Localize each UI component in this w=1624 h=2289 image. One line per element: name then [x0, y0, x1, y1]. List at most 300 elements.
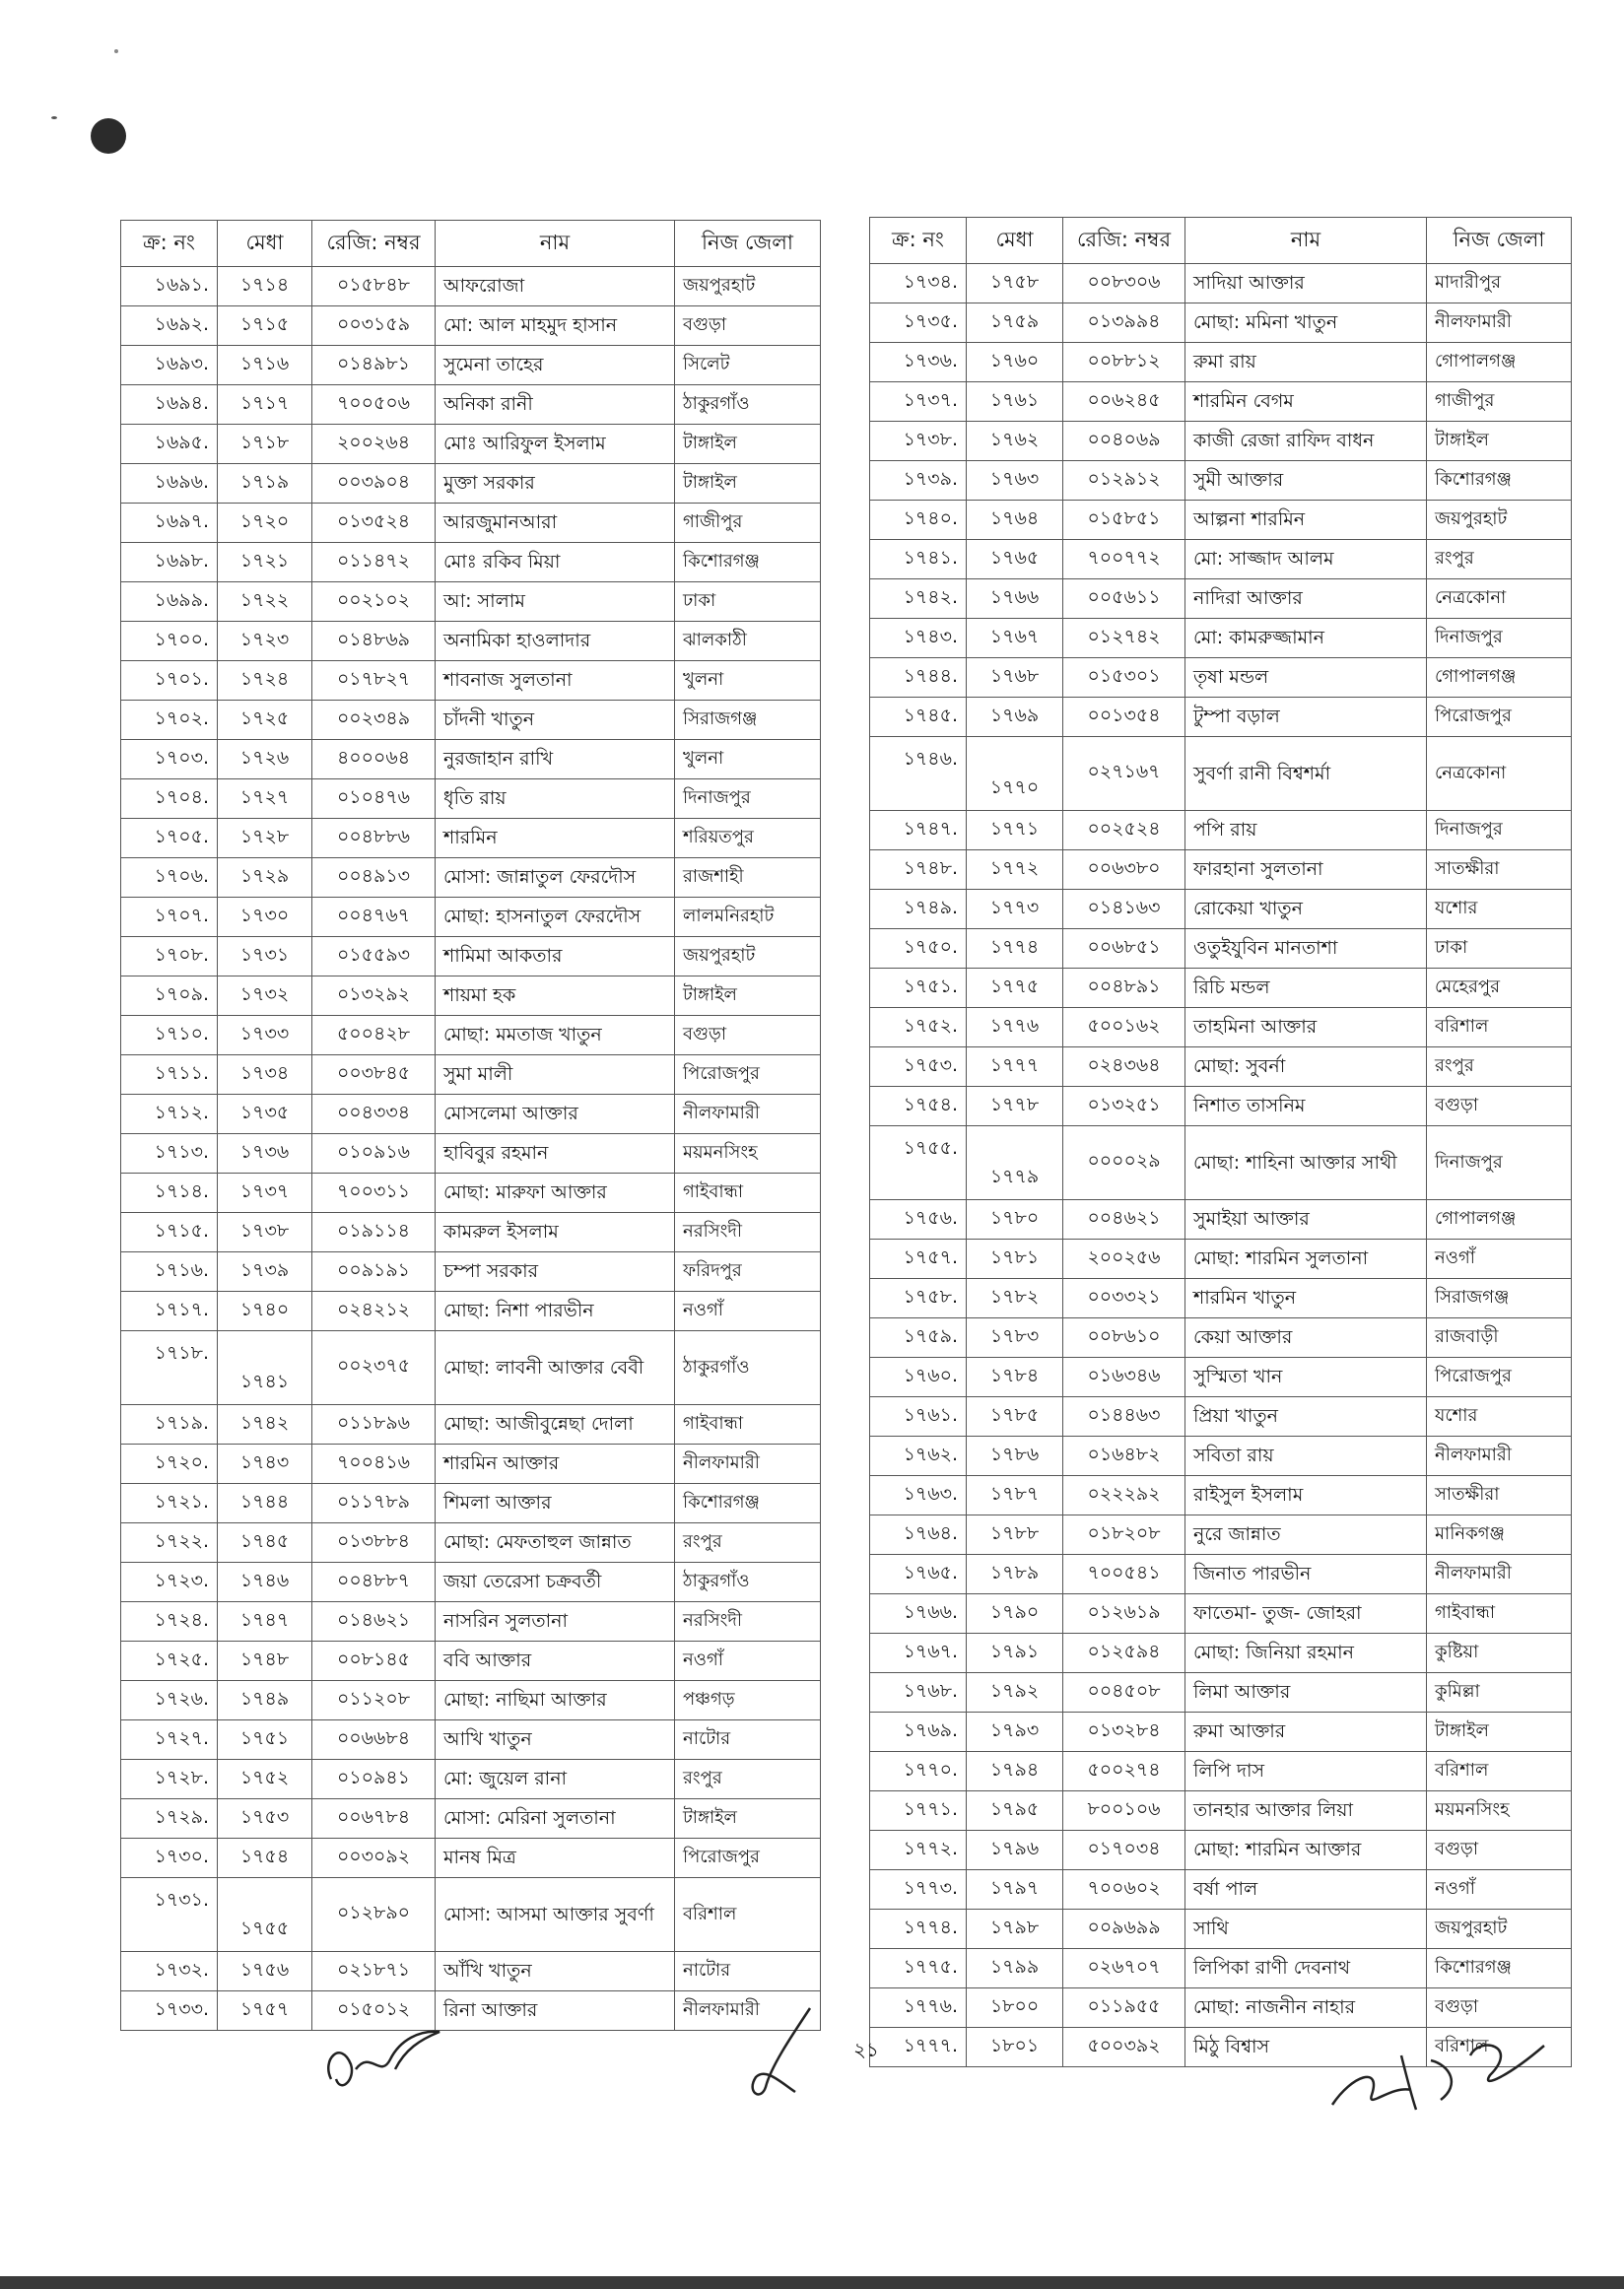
reg-number-cell: ০১৪৪৬৩ [1063, 1397, 1185, 1437]
serial-cell: ১৭৭০. [870, 1752, 967, 1791]
reg-number-cell: ০০৩৮৪৫ [312, 1055, 436, 1095]
serial-cell: ১৭২৮. [121, 1760, 218, 1799]
serial-cell: ১৭০৯. [121, 976, 218, 1016]
reg-number-cell: ০১৩২৫১ [1063, 1087, 1185, 1126]
reg-number-cell: ০২৪২১২ [312, 1292, 436, 1331]
name-cell: মোছা: হাসনাতুল ফেরদৌস [436, 898, 675, 937]
district-cell: নরসিংদী [675, 1602, 821, 1642]
merit-cell: ১৭১৬ [218, 346, 312, 385]
district-cell: বগুড়া [675, 306, 821, 346]
serial-cell: ১৭৭৫. [870, 1949, 967, 1988]
table-row [870, 579, 1572, 619]
table-row [870, 382, 1572, 422]
table-row [870, 1126, 1572, 1200]
name-cell: মোসা: আসমা আক্তার সুবর্ণা [436, 1878, 675, 1952]
reg-number-cell: ২০০২৬৪ [312, 425, 436, 464]
reg-number-cell: ০১১৭৮৯ [312, 1484, 436, 1523]
name-cell: মোছা: মমিনা খাতুন [1185, 303, 1427, 343]
serial-cell: ১৭১৯. [121, 1405, 218, 1445]
table-row [121, 1523, 821, 1563]
table-row [121, 1720, 821, 1760]
table-row [121, 543, 821, 582]
name-cell: মোছা: শারমিন আক্তার [1185, 1831, 1427, 1870]
name-cell: মোসা: জান্নাতুল ফেরদৌস [436, 858, 675, 898]
serial-cell: ১৭৫৯. [870, 1318, 967, 1358]
table-row [870, 540, 1572, 579]
district-cell: লালমনিরহাট [675, 898, 821, 937]
merit-cell: ১৭৩১ [218, 937, 312, 976]
reg-number-cell: ৫০০৩৯২ [1063, 2028, 1185, 2067]
district-cell: নরসিংদী [675, 1213, 821, 1252]
table-row [870, 890, 1572, 929]
name-cell: চাঁদনী খাতুন [436, 701, 675, 740]
name-cell: তৃষা মন্ডল [1185, 658, 1427, 698]
district-cell: ঢাকা [675, 582, 821, 622]
reg-number-cell: ০১২৭৪২ [1063, 619, 1185, 658]
district-cell: নীলফামারী [675, 1445, 821, 1484]
header-merit: মেধা [967, 218, 1063, 264]
merit-cell: ১৭৭০ [967, 737, 1063, 811]
table-row [121, 1134, 821, 1174]
table-row [121, 1405, 821, 1445]
name-cell: মোছা: শারমিন সুলতানা [1185, 1240, 1427, 1279]
serial-cell: ১৭৪০. [870, 501, 967, 540]
district-cell: গাজীপুর [675, 504, 821, 543]
merit-cell: ১৭২৫ [218, 701, 312, 740]
district-cell: রাজবাড়ী [1427, 1318, 1572, 1358]
name-cell: সাথি [1185, 1910, 1427, 1949]
merit-cell: ১৭৪৪ [218, 1484, 312, 1523]
table-row [870, 264, 1572, 303]
merit-cell: ১৭৫৩ [218, 1799, 312, 1839]
name-cell: অনিকা রানী [436, 385, 675, 425]
table-row [870, 1240, 1572, 1279]
name-cell: সুমা মালী [436, 1055, 675, 1095]
reg-number-cell: ০০২৩৪৯ [312, 701, 436, 740]
reg-number-cell: ০০৫৬১১ [1063, 579, 1185, 619]
table-row [121, 898, 821, 937]
serial-cell: ১৬৯৭. [121, 504, 218, 543]
merit-cell: ১৭৯৮ [967, 1910, 1063, 1949]
reg-number-cell: ০০৯৬৯৯ [1063, 1910, 1185, 1949]
table-row [870, 343, 1572, 382]
serial-cell: ১৭৫৮. [870, 1279, 967, 1318]
reg-number-cell: ০২৪৩৬৪ [1063, 1047, 1185, 1087]
district-cell: নওগাঁ [675, 1642, 821, 1681]
merit-cell: ১৭৫৮ [967, 264, 1063, 303]
name-cell: রুমা রায় [1185, 343, 1427, 382]
serial-cell: ১৬৯৩. [121, 346, 218, 385]
reg-number-cell: ০০৬৬৮৪ [312, 1720, 436, 1760]
serial-cell: ১৭২২. [121, 1523, 218, 1563]
header-district: নিজ জেলা [1427, 218, 1572, 264]
merit-cell: ১৭৮৯ [967, 1555, 1063, 1594]
district-cell: মাদারীপুর [1427, 264, 1572, 303]
table-row [121, 464, 821, 504]
name-cell: প্রিয়া খাতুন [1185, 1397, 1427, 1437]
merit-cell: ১৭১৫ [218, 306, 312, 346]
district-cell: রংপুর [675, 1760, 821, 1799]
reg-number-cell: ০০৪৯১৩ [312, 858, 436, 898]
name-cell: সুমী আক্তার [1185, 461, 1427, 501]
district-cell: গাইবান্ধা [1427, 1594, 1572, 1634]
district-cell: নীলফামারী [1427, 1555, 1572, 1594]
name-cell: মোঃ আরিফুল ইসলাম [436, 425, 675, 464]
table-row [121, 740, 821, 779]
reg-number-cell: ০০৯১৯১ [312, 1252, 436, 1292]
serial-cell: ১৭০১. [121, 661, 218, 701]
table-row [870, 737, 1572, 811]
merit-cell: ১৭৭৫ [967, 969, 1063, 1008]
reg-number-cell: ০০৩১৫৯ [312, 306, 436, 346]
header-district: নিজ জেলা [675, 221, 821, 267]
serial-cell: ১৭৩৫. [870, 303, 967, 343]
serial-cell: ১৭০৪. [121, 779, 218, 819]
reg-number-cell: ০০৬৭৮৪ [312, 1799, 436, 1839]
merit-cell: ১৭৪৮ [218, 1642, 312, 1681]
merit-list-table-left [120, 220, 821, 2031]
serial-cell: ১৭৫৭. [870, 1240, 967, 1279]
district-cell: গোপালগঞ্জ [1427, 1200, 1572, 1240]
merit-cell: ১৭৮০ [967, 1200, 1063, 1240]
table-row [121, 779, 821, 819]
table-body-left [121, 267, 821, 2031]
merit-cell: ১৭৫৭ [218, 1991, 312, 2031]
table-row [870, 501, 1572, 540]
district-cell: রংপুর [1427, 540, 1572, 579]
serial-cell: ১৬৯৮. [121, 543, 218, 582]
district-cell: নাটোর [675, 1952, 821, 1991]
district-cell: পিরোজপুর [1427, 1358, 1572, 1397]
reg-number-cell: ০০৪০৬৯ [1063, 422, 1185, 461]
name-cell: নিশাত তাসনিম [1185, 1087, 1427, 1126]
name-cell: শারমিন বেগম [1185, 382, 1427, 422]
name-cell: শারমিন [436, 819, 675, 858]
district-cell: পিরোজপুর [1427, 698, 1572, 737]
table-row [870, 1555, 1572, 1594]
reg-number-cell: ০০৩০৯২ [312, 1839, 436, 1878]
merit-cell: ১৭৭৪ [967, 929, 1063, 969]
merit-cell: ১৭৫২ [218, 1760, 312, 1799]
district-cell: জয়পুরহাট [675, 937, 821, 976]
district-cell: দিনাজপুর [1427, 811, 1572, 850]
merit-cell: ১৭৬৫ [967, 540, 1063, 579]
serial-cell: ১৭৫০. [870, 929, 967, 969]
merit-cell: ১৭৩৭ [218, 1174, 312, 1213]
district-cell: শরিয়তপুর [675, 819, 821, 858]
reg-number-cell: ০০৪৭৬৭ [312, 898, 436, 937]
table-body-right [870, 264, 1572, 2067]
name-cell: নুরে জান্নাত [1185, 1515, 1427, 1555]
district-cell: নীলফামারী [675, 1095, 821, 1134]
table-row [121, 1213, 821, 1252]
reg-number-cell: ০১৩২৮৪ [1063, 1713, 1185, 1752]
merit-cell: ১৭৩৫ [218, 1095, 312, 1134]
merit-cell: ১৭৩৮ [218, 1213, 312, 1252]
district-cell: সাতক্ষীরা [1427, 850, 1572, 890]
serial-cell: ১৭৬৮. [870, 1673, 967, 1713]
reg-number-cell: ০০২৩৭৫ [312, 1331, 436, 1405]
reg-number-cell: ০১৭৮২৭ [312, 661, 436, 701]
merit-cell: ১৭৫৫ [218, 1878, 312, 1952]
name-cell: মো: কামরুজ্জামান [1185, 619, 1427, 658]
merit-cell: ১৭৯৭ [967, 1870, 1063, 1910]
table-row [870, 1476, 1572, 1515]
serial-cell: ১৭৬৯. [870, 1713, 967, 1752]
name-cell: বর্ষা পাল [1185, 1870, 1427, 1910]
table-row [870, 1047, 1572, 1087]
serial-cell: ১৭৩১. [121, 1878, 218, 1952]
merit-cell: ১৭৫৬ [218, 1952, 312, 1991]
reg-number-cell: ০২৭১৬৭ [1063, 737, 1185, 811]
merit-cell: ১৭৬৯ [967, 698, 1063, 737]
table-row [870, 1713, 1572, 1752]
serial-cell: ১৭২৯. [121, 1799, 218, 1839]
name-cell: মোছা: মেফতাহুল জান্নাত [436, 1523, 675, 1563]
reg-number-cell: ০১০৯১৬ [312, 1134, 436, 1174]
table-row [870, 1200, 1572, 1240]
name-cell: শারমিন খাতুন [1185, 1279, 1427, 1318]
reg-number-cell: ০০৪৩৩৪ [312, 1095, 436, 1134]
name-cell: আরজুমানআরা [436, 504, 675, 543]
district-cell: ফরিদপুর [675, 1252, 821, 1292]
district-cell: বগুড়া [1427, 1087, 1572, 1126]
reg-number-cell: ০১২৬১৯ [1063, 1594, 1185, 1634]
name-cell: কেয়া আক্তার [1185, 1318, 1427, 1358]
district-cell: ঠাকুরগাঁও [675, 1563, 821, 1602]
name-cell: রুমা আক্তার [1185, 1713, 1427, 1752]
serial-cell: ১৭৩৯. [870, 461, 967, 501]
reg-number-cell: ০১৩৯৯৪ [1063, 303, 1185, 343]
reg-number-cell: ০০৬৮৫১ [1063, 929, 1185, 969]
name-cell: হাবিবুর রহমান [436, 1134, 675, 1174]
table-row [121, 1095, 821, 1134]
merit-cell: ১৭৬৩ [967, 461, 1063, 501]
name-cell: ধৃতি রায় [436, 779, 675, 819]
serial-cell: ১৭৪৯. [870, 890, 967, 929]
name-cell: শায়মা হক [436, 976, 675, 1016]
reg-number-cell: ০১২৮৯০ [312, 1878, 436, 1952]
table-row [870, 969, 1572, 1008]
table-row [121, 976, 821, 1016]
district-cell: দিনাজপুর [1427, 619, 1572, 658]
district-cell: গাইবান্ধা [675, 1174, 821, 1213]
name-cell: জিনাত পারভীন [1185, 1555, 1427, 1594]
reg-number-cell: ০১৫৫৯৩ [312, 937, 436, 976]
table-row [121, 1878, 821, 1952]
reg-number-cell: ০১১২০৮ [312, 1681, 436, 1720]
district-cell: জয়পুরহাট [1427, 501, 1572, 540]
serial-cell: ১৭৩৬. [870, 343, 967, 382]
name-cell: সুবর্ণা রানী বিশ্বশর্মা [1185, 737, 1427, 811]
serial-cell: ১৭৭৩. [870, 1870, 967, 1910]
merit-cell: ১৭৮৪ [967, 1358, 1063, 1397]
name-cell: আখি খাতুন [436, 1720, 675, 1760]
name-cell: সুমাইয়া আক্তার [1185, 1200, 1427, 1240]
reg-number-cell: ০০০০২৯ [1063, 1126, 1185, 1200]
district-cell: রংপুর [1427, 1047, 1572, 1087]
serial-cell: ১৭৬৩. [870, 1476, 967, 1515]
district-cell: রাজশাহী [675, 858, 821, 898]
district-cell: গোপালগঞ্জ [1427, 658, 1572, 698]
district-cell: বগুড়া [1427, 1831, 1572, 1870]
reg-number-cell: ০১৩২৯২ [312, 976, 436, 1016]
merit-cell: ১৭৫১ [218, 1720, 312, 1760]
serial-cell: ১৭১১. [121, 1055, 218, 1095]
district-cell: খুলনা [675, 661, 821, 701]
merit-cell: ১৭৩৬ [218, 1134, 312, 1174]
district-cell: কিশোরগঞ্জ [1427, 461, 1572, 501]
serial-cell: ১৭১২. [121, 1095, 218, 1134]
reg-number-cell: ০০৩৯০৪ [312, 464, 436, 504]
merit-cell: ১৭৪৫ [218, 1523, 312, 1563]
serial-cell: ১৭১৪. [121, 1174, 218, 1213]
name-cell: নাসরিন সুলতানা [436, 1602, 675, 1642]
reg-number-cell: ০১৩৫২৪ [312, 504, 436, 543]
reg-number-cell: ০১০৯৪১ [312, 1760, 436, 1799]
merit-cell: ১৭৪৬ [218, 1563, 312, 1602]
serial-cell: ১৭২৭. [121, 1720, 218, 1760]
name-cell: মোছা: জিনিয়া রহমান [1185, 1634, 1427, 1673]
merit-cell: ১৭৬৭ [967, 619, 1063, 658]
table-row [121, 1252, 821, 1292]
name-cell: সবিতা রায় [1185, 1437, 1427, 1476]
name-cell: কামরুল ইসলাম [436, 1213, 675, 1252]
name-cell: মোছা: সুবর্না [1185, 1047, 1427, 1087]
name-cell: নাদিরা আক্তার [1185, 579, 1427, 619]
name-cell: সুমেনা তাহের [436, 346, 675, 385]
district-cell: কুমিল্লা [1427, 1673, 1572, 1713]
table-row [870, 1752, 1572, 1791]
district-cell: জয়পুরহাট [1427, 1910, 1572, 1949]
table-row [870, 1008, 1572, 1047]
name-cell: জয়া তেরেসা চক্রবর্তী [436, 1563, 675, 1602]
header-serial: ক্র: নং [870, 218, 967, 264]
name-cell: লিপিকা রাণী দেবনাথ [1185, 1949, 1427, 1988]
merit-cell: ১৮০০ [967, 1988, 1063, 2028]
table-row [870, 1087, 1572, 1126]
table-row [870, 1949, 1572, 1988]
serial-cell: ১৬৯১. [121, 267, 218, 306]
merit-cell: ১৭৪৭ [218, 1602, 312, 1642]
merit-cell: ১৭৭৬ [967, 1008, 1063, 1047]
reg-number-cell: ০১৪৬২১ [312, 1602, 436, 1642]
merit-cell: ১৭৭৯ [967, 1126, 1063, 1200]
reg-number-cell: ০১৩৮৮৪ [312, 1523, 436, 1563]
district-cell: গাইবান্ধা [675, 1405, 821, 1445]
district-cell: যশোর [1427, 890, 1572, 929]
serial-cell: ১৭২৬. [121, 1681, 218, 1720]
table-row [121, 385, 821, 425]
name-cell: মানষ মিত্র [436, 1839, 675, 1878]
table-row [121, 1055, 821, 1095]
name-cell: লিমা আক্তার [1185, 1673, 1427, 1713]
name-cell: চম্পা সরকার [436, 1252, 675, 1292]
table-row [870, 422, 1572, 461]
serial-cell: ১৭৪৮. [870, 850, 967, 890]
merit-cell: ১৭৪২ [218, 1405, 312, 1445]
district-cell: সিলেট [675, 346, 821, 385]
reg-number-cell: ৫০০১৬২ [1063, 1008, 1185, 1047]
punch-hole-mark [91, 118, 126, 154]
table-row [870, 658, 1572, 698]
table-row [121, 267, 821, 306]
header-name: নাম [1185, 218, 1427, 264]
district-cell: টাঙ্গাইল [675, 464, 821, 504]
table-row [121, 1839, 821, 1878]
district-cell: বরিশাল [1427, 1752, 1572, 1791]
table-row [121, 1602, 821, 1642]
name-cell: মোছা: মারুফা আক্তার [436, 1174, 675, 1213]
reg-number-cell: ০০৪৮৯১ [1063, 969, 1185, 1008]
table-row [870, 1358, 1572, 1397]
merit-cell: ১৭৪৯ [218, 1681, 312, 1720]
merit-cell: ১৭৯৫ [967, 1791, 1063, 1831]
reg-number-cell: ০২১৮৭১ [312, 1952, 436, 1991]
district-cell: কিশোরগঞ্জ [675, 1484, 821, 1523]
name-cell: আল্পনা শারমিন [1185, 501, 1427, 540]
merit-cell: ১৭৮৮ [967, 1515, 1063, 1555]
serial-cell: ১৭৩০. [121, 1839, 218, 1878]
serial-cell: ১৭৩২. [121, 1952, 218, 1991]
merit-cell: ১৭৭২ [967, 850, 1063, 890]
serial-cell: ১৭৫৫. [870, 1126, 967, 1200]
reg-number-cell: ৭০০৭৭২ [1063, 540, 1185, 579]
merit-cell: ১৭২৪ [218, 661, 312, 701]
merit-cell: ১৭১৯ [218, 464, 312, 504]
serial-cell: ১৭৭২. [870, 1831, 967, 1870]
name-cell: টুম্পা বড়াল [1185, 698, 1427, 737]
merit-cell: ১৭৩৪ [218, 1055, 312, 1095]
reg-number-cell: ০০২৫২৪ [1063, 811, 1185, 850]
scan-speck [114, 49, 118, 53]
reg-number-cell: ০১৪৯৮১ [312, 346, 436, 385]
table-row [870, 303, 1572, 343]
district-cell: দিনাজপুর [675, 779, 821, 819]
serial-cell: ১৭০০. [121, 622, 218, 661]
name-cell: শাবনাজ সুলতানা [436, 661, 675, 701]
district-cell: ময়মনসিংহ [675, 1134, 821, 1174]
serial-cell: ১৭৬৫. [870, 1555, 967, 1594]
reg-number-cell: ০১৬৪৮২ [1063, 1437, 1185, 1476]
header-reg-number: রেজি: নম্বর [312, 221, 436, 267]
serial-cell: ১৭২৪. [121, 1602, 218, 1642]
signature-middle [741, 1998, 849, 2107]
serial-cell: ১৭২৩. [121, 1563, 218, 1602]
reg-number-cell: ০১২৫৯৪ [1063, 1634, 1185, 1673]
merit-cell: ১৭৩৯ [218, 1252, 312, 1292]
district-cell: মানিকগঞ্জ [1427, 1515, 1572, 1555]
name-cell: মোছা: নিশা পারভীন [436, 1292, 675, 1331]
merit-cell: ১৭৭১ [967, 811, 1063, 850]
name-cell: মোছা: নাজনীন নাহার [1185, 1988, 1427, 2028]
district-cell: বগুড়া [675, 1016, 821, 1055]
district-cell: সিরাজগঞ্জ [675, 701, 821, 740]
name-cell: তানহার আক্তার লিয়া [1185, 1791, 1427, 1831]
district-cell: সাতক্ষীরা [1427, 1476, 1572, 1515]
name-cell: তাহমিনা আক্তার [1185, 1008, 1427, 1047]
table-row [121, 425, 821, 464]
scan-bottom-edge [0, 2276, 1624, 2289]
serial-cell: ১৭৪৬. [870, 737, 967, 811]
table-row [870, 850, 1572, 890]
name-cell: শিমলা আক্তার [436, 1484, 675, 1523]
merit-cell: ১৭৩২ [218, 976, 312, 1016]
reg-number-cell: ০১২৯১২ [1063, 461, 1185, 501]
name-cell: ফারহানা সুলতানা [1185, 850, 1427, 890]
district-cell: নীলফামারী [675, 1991, 821, 2031]
name-cell: রিচি মন্ডল [1185, 969, 1427, 1008]
